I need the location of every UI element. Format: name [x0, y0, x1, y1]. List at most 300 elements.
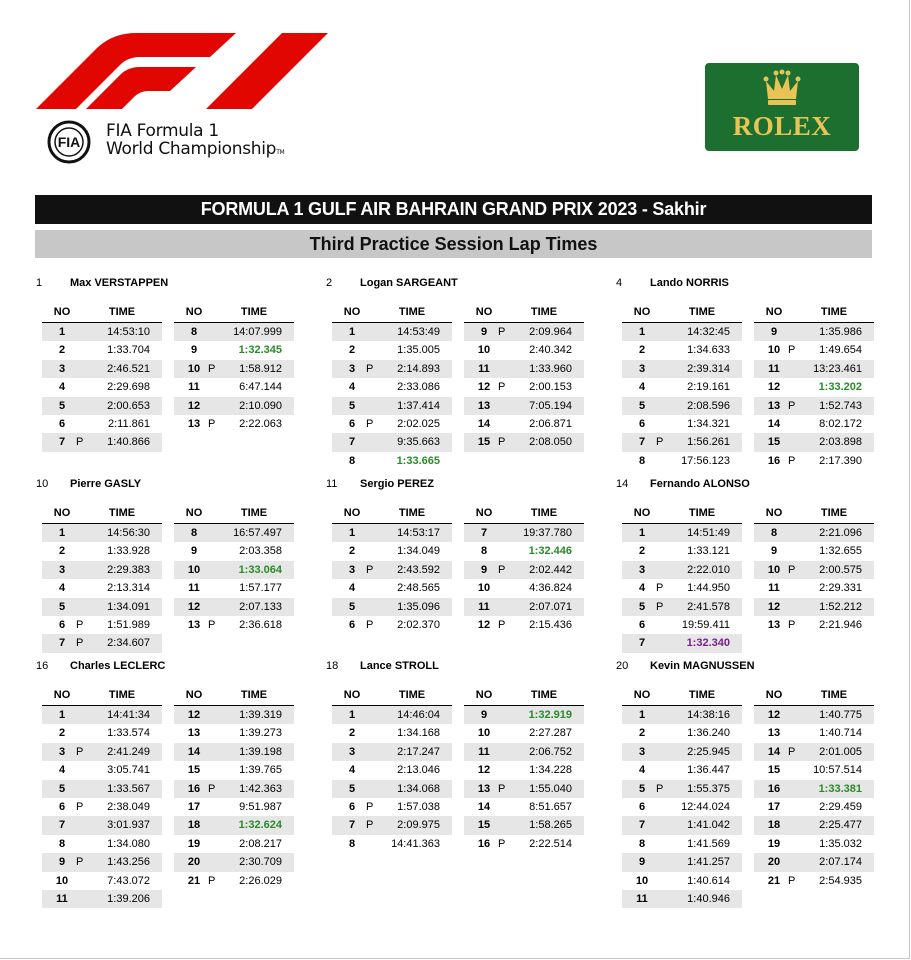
lap-table — [42, 505, 162, 653]
lap-time: 1:41.042 — [687, 819, 730, 832]
lap-number: 3 — [348, 745, 356, 758]
pit-flag: P — [208, 362, 216, 375]
column-header-no: NO — [53, 306, 71, 318]
lap-number: 1 — [348, 709, 356, 721]
driver-number: 4 — [616, 277, 623, 289]
lap-row — [754, 706, 874, 724]
lap-row — [622, 598, 742, 616]
lap-number: 7 — [58, 436, 66, 449]
lap-time: 2:02.442 — [529, 563, 572, 576]
best-lap-time: 1:32.340 — [686, 637, 730, 650]
lap-number: 18 — [187, 819, 201, 832]
lap-row — [332, 743, 452, 761]
pit-flag: P — [498, 563, 506, 576]
best-lap-time: 1:32.345 — [238, 344, 282, 357]
driver-name: Kevin MAGNUSSEN — [650, 660, 755, 672]
lap-time: 8:02.172 — [819, 417, 862, 430]
lap-row — [622, 341, 742, 359]
lap-time: 2:08.050 — [529, 436, 572, 449]
column-header-time: TIME — [398, 689, 426, 701]
lap-row — [332, 524, 452, 542]
lap-number: 3 — [348, 563, 356, 576]
lap-number: 5 — [638, 399, 646, 412]
lap-number: 5 — [348, 782, 356, 795]
lap-time: 2:09.964 — [529, 326, 572, 338]
lap-row — [754, 872, 874, 890]
column-header-time: TIME — [398, 306, 426, 318]
lap-table — [174, 505, 294, 634]
pit-flag: P — [656, 782, 664, 795]
lap-row — [42, 616, 162, 634]
lap-table-header — [332, 505, 452, 524]
driver-block — [326, 660, 586, 850]
lap-time: 14:46:04 — [397, 709, 440, 721]
lap-number: 15 — [477, 819, 491, 832]
driver-name: Lando NORRIS — [650, 277, 729, 289]
lap-row — [464, 816, 584, 834]
lap-row — [622, 360, 742, 378]
lap-number: 13 — [767, 399, 781, 412]
lap-table-header — [42, 687, 162, 706]
lap-table-header — [174, 505, 294, 524]
driver-block — [36, 660, 296, 905]
lap-time: 1:55.375 — [687, 782, 730, 795]
lap-time: 1:58.912 — [239, 362, 282, 375]
lap-row — [754, 415, 874, 433]
column-header-time: TIME — [108, 306, 136, 318]
lap-row — [42, 835, 162, 853]
lap-row — [754, 780, 874, 798]
driver-header — [326, 478, 586, 496]
fia-branding — [38, 120, 284, 164]
lap-number: 11 — [188, 582, 200, 595]
column-header-time: TIME — [240, 689, 268, 701]
lap-number: 11 — [636, 892, 648, 905]
column-header-time: TIME — [108, 507, 136, 519]
lap-time: 2:41.578 — [687, 600, 730, 613]
lap-time: 1:40.714 — [819, 727, 862, 740]
lap-time: 1:34.091 — [107, 600, 150, 613]
lap-row — [464, 360, 584, 378]
column-header-time: TIME — [530, 689, 558, 701]
lap-time: 13:23.461 — [813, 362, 862, 375]
lap-number: 2 — [348, 545, 356, 558]
pit-flag: P — [656, 582, 664, 595]
best-lap-time: 1:32.919 — [528, 709, 572, 721]
lap-time: 2:01.005 — [819, 745, 862, 758]
lap-number: 2 — [638, 727, 646, 740]
lap-table-header — [754, 687, 874, 706]
driver-name: Charles LECLERC — [70, 660, 166, 672]
lap-number: 10 — [187, 362, 201, 375]
lap-row — [464, 780, 584, 798]
lap-row — [464, 724, 584, 742]
lap-row — [42, 816, 162, 834]
lap-time: 1:34.228 — [529, 764, 572, 777]
lap-number: 6 — [638, 618, 646, 631]
lap-time: 2:07.071 — [529, 600, 572, 613]
lap-row — [42, 341, 162, 359]
column-header-no: NO — [53, 507, 71, 519]
pit-flag: P — [76, 637, 84, 650]
lap-row — [754, 452, 874, 470]
lap-number: 3 — [58, 563, 66, 576]
lap-time: 1:49.654 — [819, 344, 862, 357]
lap-row — [464, 798, 584, 816]
lap-table-header — [754, 505, 874, 524]
lap-time: 1:40.775 — [819, 709, 862, 721]
lap-row — [464, 524, 584, 542]
lap-table-header — [332, 687, 452, 706]
lap-time: 2:06.871 — [529, 417, 572, 430]
lap-number: 6 — [58, 417, 66, 430]
lap-row — [464, 579, 584, 597]
lap-row — [42, 415, 162, 433]
column-header-time: TIME — [530, 306, 558, 318]
lap-time: 1:40.614 — [687, 874, 730, 887]
best-lap-time: 1:32.624 — [238, 819, 282, 832]
lap-row — [622, 724, 742, 742]
lap-time: 1:32.655 — [819, 545, 862, 558]
column-header-no: NO — [343, 689, 361, 701]
lap-number: 2 — [58, 727, 66, 740]
lap-row — [332, 542, 452, 560]
lap-table — [754, 304, 874, 470]
lap-number: 2 — [348, 727, 356, 740]
f1-logo — [36, 33, 328, 109]
lap-number: 6 — [638, 800, 646, 813]
lap-time: 2:17.247 — [397, 745, 440, 758]
lap-row — [174, 816, 294, 834]
lap-row — [174, 341, 294, 359]
lap-row — [622, 378, 742, 396]
driver-header — [36, 478, 296, 496]
lap-table-header — [332, 304, 452, 323]
lap-time: 2:13.046 — [397, 764, 440, 777]
lap-row — [464, 323, 584, 341]
lap-number: 13 — [477, 782, 491, 795]
lap-number: 13 — [187, 417, 201, 430]
lap-number: 5 — [58, 399, 66, 412]
lap-time: 2:48.565 — [397, 582, 440, 595]
lap-time: 1:40.866 — [107, 436, 150, 449]
fia-line2: World Championship — [106, 139, 277, 159]
lap-table — [42, 304, 162, 452]
lap-row — [464, 378, 584, 396]
lap-table-header — [42, 505, 162, 524]
best-lap-time: 1:32.446 — [528, 545, 572, 558]
best-lap-time: 1:33.665 — [396, 454, 440, 467]
lap-time: 2:38.049 — [107, 800, 150, 813]
session-title: Third Practice Session Lap Times — [35, 230, 872, 258]
lap-time: 2:30.709 — [239, 856, 282, 869]
lap-row — [754, 542, 874, 560]
lap-time: 2:25.477 — [819, 819, 862, 832]
svg-text:FIA: FIA — [57, 134, 81, 150]
lap-time: 2:00.575 — [819, 563, 862, 576]
column-header-no: NO — [765, 306, 783, 318]
pit-flag: P — [208, 417, 216, 430]
lap-number: 1 — [638, 709, 646, 721]
lap-row — [332, 706, 452, 724]
lap-number: 3 — [638, 563, 646, 576]
lap-row — [42, 524, 162, 542]
column-header-no: NO — [185, 507, 203, 519]
column-header-no: NO — [343, 507, 361, 519]
pit-flag: P — [366, 819, 374, 832]
lap-row — [174, 872, 294, 890]
lap-table-header — [174, 687, 294, 706]
lap-row — [332, 761, 452, 779]
lap-number: 13 — [767, 618, 781, 631]
pit-flag: P — [366, 618, 374, 631]
pit-flag: P — [76, 436, 84, 449]
lap-row — [332, 816, 452, 834]
lap-table — [332, 304, 452, 470]
lap-row — [464, 616, 584, 634]
lap-table-header — [464, 687, 584, 706]
lap-time: 1:33.704 — [107, 344, 150, 357]
lap-row — [174, 743, 294, 761]
lap-number: 15 — [767, 436, 781, 449]
lap-time: 14:51:49 — [687, 527, 730, 539]
lap-time: 2:17.390 — [819, 454, 862, 467]
lap-row — [42, 579, 162, 597]
pit-flag: P — [498, 618, 506, 631]
lap-time: 2:00.153 — [529, 381, 572, 394]
lap-row — [332, 724, 452, 742]
lap-number: 5 — [58, 782, 66, 795]
lap-time: 2:08.217 — [239, 837, 282, 850]
lap-number: 13 — [187, 727, 201, 740]
lap-row — [174, 579, 294, 597]
lap-row — [174, 780, 294, 798]
lap-time: 2:26.029 — [239, 874, 282, 887]
pit-flag: P — [498, 436, 506, 449]
lap-row — [42, 561, 162, 579]
lap-row — [174, 853, 294, 871]
lap-time: 2:29.698 — [107, 381, 150, 394]
lap-number: 8 — [348, 837, 356, 850]
column-header-time: TIME — [240, 306, 268, 318]
lap-number: 6 — [348, 800, 356, 813]
pit-flag: P — [208, 782, 216, 795]
lap-number: 15 — [187, 764, 201, 777]
lap-time: 2:07.174 — [819, 856, 862, 869]
lap-time: 10:57.514 — [813, 764, 862, 777]
lap-time: 2:41.249 — [107, 745, 150, 758]
lap-number: 12 — [767, 600, 781, 613]
rolex-logo — [705, 63, 859, 151]
lap-row — [332, 397, 452, 415]
lap-table-header — [622, 687, 742, 706]
lap-time: 7:05.194 — [529, 399, 572, 412]
pit-flag: P — [498, 326, 506, 338]
lap-time: 1:35.986 — [819, 326, 862, 338]
lap-time: 2:54.935 — [819, 874, 862, 887]
lap-time: 14:53:17 — [397, 527, 440, 539]
lap-time: 14:07.999 — [233, 326, 282, 338]
lap-time: 7:43.072 — [107, 874, 150, 887]
driver-block — [616, 478, 876, 650]
lap-time: 3:05.741 — [107, 764, 150, 777]
lap-number: 7 — [638, 637, 646, 650]
lap-number: 11 — [188, 381, 200, 394]
lap-row — [464, 761, 584, 779]
column-header-no: NO — [475, 689, 493, 701]
lap-number: 8 — [348, 454, 356, 467]
lap-row — [42, 542, 162, 560]
lap-row — [464, 341, 584, 359]
lap-table — [754, 687, 874, 890]
driver-header — [616, 478, 876, 496]
driver-name: Max VERSTAPPEN — [70, 277, 169, 289]
lap-number: 1 — [58, 527, 66, 539]
lap-row — [174, 542, 294, 560]
lap-number: 20 — [767, 856, 781, 869]
lap-time: 12:44.024 — [681, 800, 730, 813]
lap-number: 8 — [638, 454, 646, 467]
driver-number: 20 — [616, 660, 629, 672]
lap-time: 1:37.414 — [397, 399, 440, 412]
lap-time: 2:22.010 — [687, 563, 730, 576]
lap-table — [464, 304, 584, 452]
driver-block — [616, 277, 876, 467]
lap-time: 1:41.257 — [687, 856, 730, 869]
lap-row — [42, 780, 162, 798]
lap-row — [622, 743, 742, 761]
lap-time: 1:34.321 — [687, 417, 730, 430]
lap-row — [42, 360, 162, 378]
lap-time: 1:52.743 — [819, 399, 862, 412]
lap-number: 9 — [480, 709, 488, 721]
fia-emblem-icon — [38, 120, 100, 164]
lap-time: 2:19.161 — [687, 381, 730, 394]
lap-row — [464, 433, 584, 451]
lap-row — [464, 542, 584, 560]
lap-row — [332, 360, 452, 378]
lap-time: 1:34.080 — [107, 837, 150, 850]
pit-flag: P — [788, 563, 796, 576]
lap-number: 4 — [638, 381, 646, 394]
lap-number: 6 — [58, 618, 66, 631]
pit-flag: P — [788, 454, 796, 467]
lap-number: 2 — [58, 545, 66, 558]
lap-number: 7 — [638, 436, 646, 449]
lap-number: 1 — [58, 326, 66, 338]
lap-time: 1:36.240 — [687, 727, 730, 740]
lap-row — [754, 323, 874, 341]
pit-flag: P — [366, 563, 374, 576]
lap-row — [622, 397, 742, 415]
lap-number: 16 — [767, 454, 781, 467]
fia-wordmark — [106, 122, 284, 162]
lap-time: 1:58.265 — [529, 819, 572, 832]
lap-row — [332, 561, 452, 579]
lap-number: 9 — [58, 856, 66, 869]
lap-row — [622, 415, 742, 433]
lap-number: 11 — [768, 362, 780, 375]
lap-row — [174, 616, 294, 634]
lap-row — [332, 378, 452, 396]
driver-number: 10 — [36, 478, 49, 490]
lap-table-header — [42, 304, 162, 323]
lap-time: 1:42.363 — [239, 782, 282, 795]
lap-time: 14:32:45 — [687, 326, 730, 338]
lap-row — [42, 743, 162, 761]
lap-row — [622, 816, 742, 834]
lap-row — [754, 378, 874, 396]
lap-time: 1:44.950 — [687, 582, 730, 595]
lap-number: 2 — [348, 344, 356, 357]
lap-row — [622, 452, 742, 470]
column-header-no: NO — [475, 306, 493, 318]
lap-time: 1:41.569 — [687, 837, 730, 850]
lap-number: 21 — [767, 874, 781, 887]
lap-time: 1:34.633 — [687, 344, 730, 357]
lap-row — [42, 872, 162, 890]
pit-flag: P — [788, 399, 796, 412]
lap-number: 11 — [768, 582, 780, 595]
lap-number: 12 — [477, 381, 491, 394]
lap-number: 4 — [58, 582, 66, 595]
lap-time: 1:39.319 — [239, 709, 282, 721]
lap-number: 3 — [58, 745, 66, 758]
lap-row — [174, 561, 294, 579]
lap-table — [174, 304, 294, 433]
lap-time: 2:10.090 — [239, 399, 282, 412]
lap-table-header — [464, 304, 584, 323]
pit-flag: P — [498, 782, 506, 795]
lap-row — [174, 323, 294, 341]
lap-number: 5 — [58, 600, 66, 613]
lap-number: 9 — [190, 545, 198, 558]
lap-row — [754, 561, 874, 579]
lap-number: 6 — [638, 417, 646, 430]
lap-row — [622, 579, 742, 597]
lap-number: 12 — [187, 399, 201, 412]
lap-time: 2:33.086 — [397, 381, 440, 394]
driver-header — [616, 660, 876, 678]
lap-number: 6 — [58, 800, 66, 813]
lap-time: 3:01.937 — [107, 819, 150, 832]
driver-header — [616, 277, 876, 295]
lap-time: 2:25.945 — [687, 745, 730, 758]
lap-number: 9 — [480, 563, 488, 576]
pit-flag: P — [366, 362, 374, 375]
column-header-time: TIME — [688, 306, 716, 318]
lap-time: 1:55.040 — [529, 782, 572, 795]
column-header-time: TIME — [820, 507, 848, 519]
column-header-time: TIME — [820, 689, 848, 701]
lap-time: 1:35.005 — [397, 344, 440, 357]
lap-time: 2:03.898 — [819, 436, 862, 449]
lap-row — [622, 890, 742, 908]
lap-number: 13 — [767, 727, 781, 740]
lap-number: 3 — [638, 745, 646, 758]
lap-time: 1:33.960 — [529, 362, 572, 375]
lap-number: 3 — [58, 362, 66, 375]
pit-flag: P — [498, 837, 506, 850]
lap-row — [622, 561, 742, 579]
lap-row — [332, 341, 452, 359]
lap-number: 14 — [767, 745, 781, 758]
lap-row — [464, 598, 584, 616]
lap-row — [754, 579, 874, 597]
lap-number: 6 — [348, 417, 356, 430]
lap-number: 8 — [638, 837, 646, 850]
lap-time: 1:51.989 — [107, 618, 150, 631]
